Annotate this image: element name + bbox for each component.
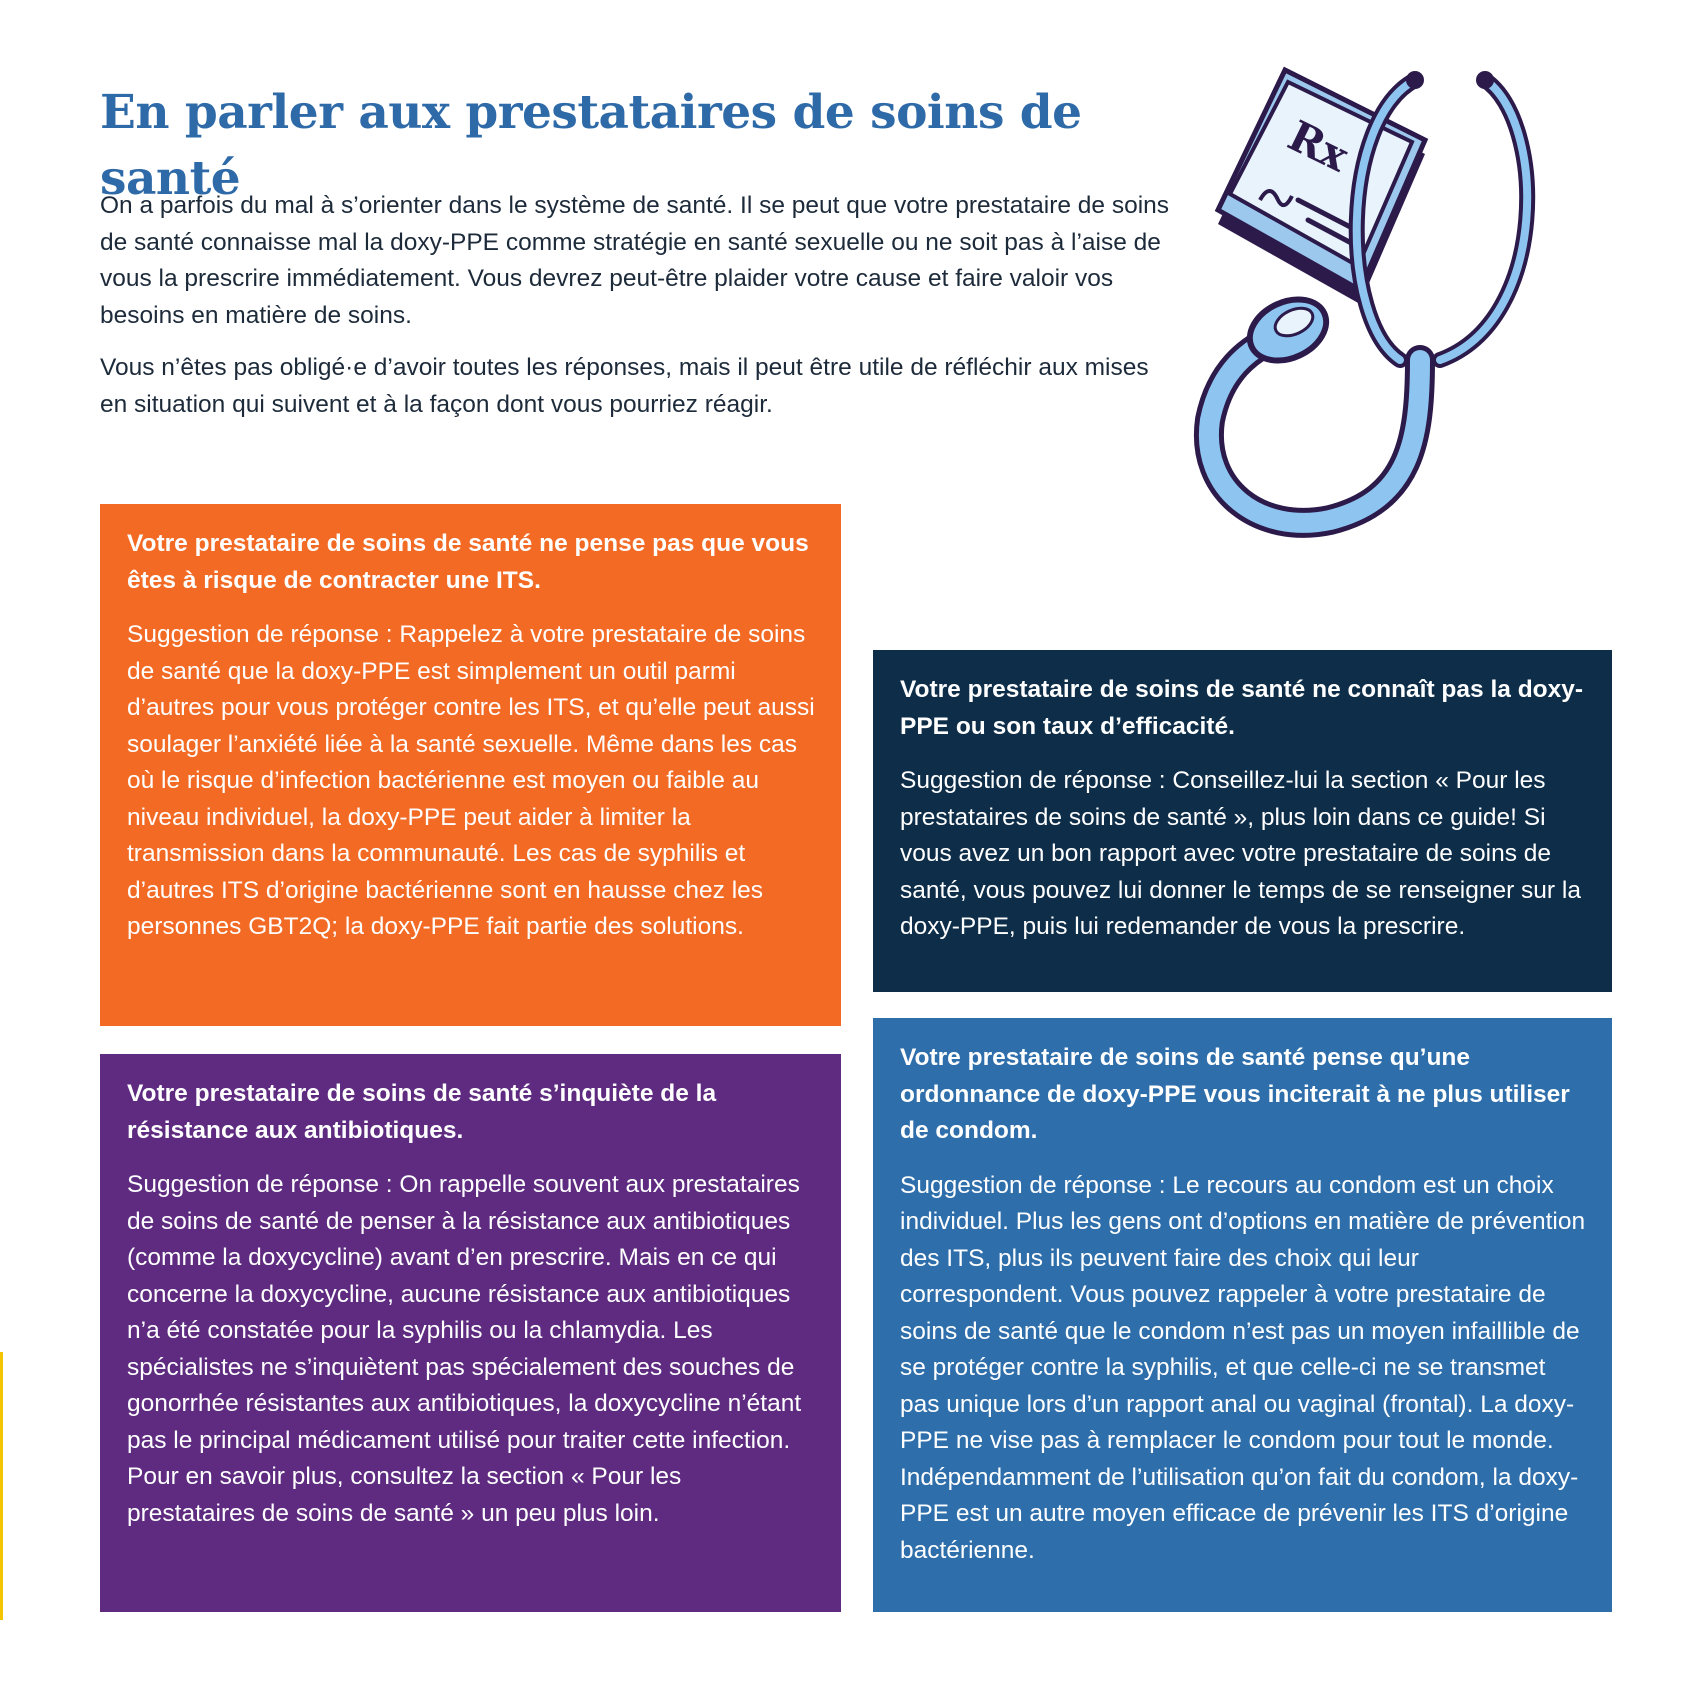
card-heading: Votre prestataire de soins de santé ne pense pas que vous êtes à risque de contracter une ITS. [127,530,809,594]
card-heading: Votre prestataire de soins de santé ne connaît pas la doxy-PPE ou son taux d’efficacité. [900,676,1584,740]
scenario-card-condom [873,1018,1612,1612]
card-heading: Votre prestataire de soins de santé pense qu’une ordonnance de doxy-PPE vous inciterait à ne plus utiliser de condom. [900,1044,1570,1144]
scenario-card-risk [100,504,841,1026]
rx-symbol: Rx [1280,110,1356,182]
scenario-card-unfamiliar [873,650,1612,992]
page-edge-mark [0,1352,3,1620]
card-body: Suggestion de réponse : On rappelle souvent aux prestataires de soins de santé de penser à la résistance aux antibiotiques (comme la doxycycline) avant d’en prescrire. Mais en ce qui concerne la doxycycline, aucune résistance aux antibiotiques n’a été constatée pour la syphilis ou la chlamydia. Les spécialistes ne s’inquiètent pas spécialement des souches de gonorrhée résistantes aux antibiotiques, la doxycycline n’étant pas le principal médicament utilisé pour traiter cette infection. Pour en savoir plus, consultez la section « Pour les prestataires de soins de santé » un peu plus loin. [127,1171,802,1527]
page-title: En parler aux prestataires de soins de santé [100,85,1082,206]
intro-paragraph: Vous n’êtes pas obligé·e d’avoir toutes les réponses, mais il peut être utile de réfléchir aux mises en situation qui suivent et à la façon dont vous pourriez réagir. [100,354,1149,418]
card-body: Suggestion de réponse : Le recours au condom est un choix individuel. Plus les gens ont d’options en matière de prévention des ITS, plus ils peuvent faire des choix qui leur correspondent. Vous pouvez rappeler à votre prestataire de soins de santé que le condom n’est pas un moyen infaillible de se protéger contre la syphilis, et que celle-ci ne se transmet pas unique lors d’un rapport anal ou vaginal (frontal). La doxy-PPE ne vise pas à remplacer le condom pour tout le monde. Indépendamment de l’utilisation qu’on fait du condom, la doxy-PPE est un autre moyen efficace de prévenir les ITS d’origine bactérienne. [900,1171,1586,1564]
scenario-card-resistance [100,1054,841,1612]
card-heading: Votre prestataire de soins de santé s’inquiète de la résistance aux antibiotiques. [127,1080,717,1144]
card-body: Suggestion de réponse : Conseillez-lui la section « Pour les prestataires de soins de santé », plus loin dans ce guide! Si vous avez un bon rapport avec votre prestataire de soins de santé, vous pouvez lui donner le temps de se renseigner sur la doxy-PPE, puis lui redemander de vous la prescrire. [900,767,1581,940]
intro-text [100,188,1180,439]
intro-paragraph: On a parfois du mal à s’orienter dans le système de santé. Il se peut que votre prestataire de soins de santé connaisse mal la doxy-PPE comme stratégie en santé sexuelle ou ne soit pas à l’aise de vous la prescrire immédiatement. Vous devrez peut-être plaider votre cause et faire valoir vos besoins en matière de soins. [100,192,1170,329]
prescription-stethoscope-illustration [1190,60,1690,580]
card-body: Suggestion de réponse : Rappelez à votre prestataire de soins de santé que la doxy-PPE est simplement un outil parmi d’autres pour vous protéger contre les ITS, et qu’elle peut aussi soulager l’anxiété liée à la santé sexuelle. Même dans les cas où le risque d’infection bactérienne est moyen ou faible au niveau individuel, la doxy-PPE peut aider à limiter la transmission dans la communauté. Les cas de syphilis et d’autres ITS d’origine bactérienne sont en hausse chez les personnes GBT2Q; la doxy-PPE fait partie des solutions. [127,621,815,940]
